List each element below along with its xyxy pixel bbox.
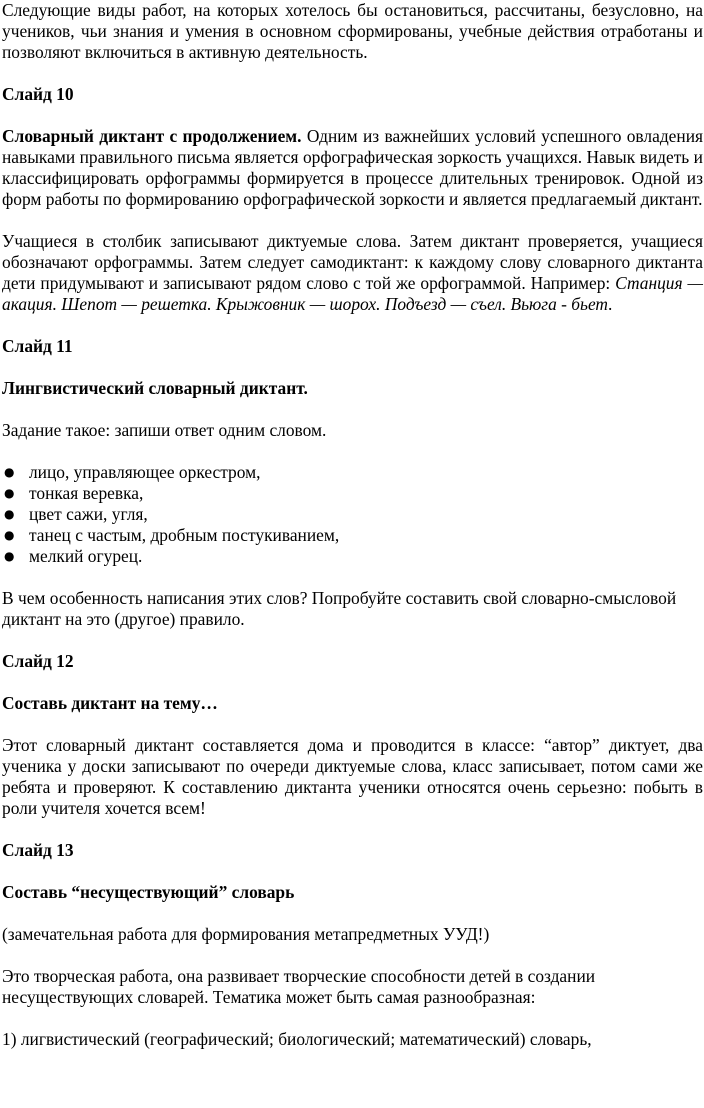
list-item bbox=[2, 525, 703, 546]
spacer bbox=[2, 441, 703, 462]
slide-10-paragraph-1 bbox=[2, 126, 703, 210]
slide-12-paragraph: Этот словарный диктант составляется дома и проводится в классе: “автор” диктует, два ученика у доски записывают по очереди диктуемые слова, класс записывает, потом сами же ребята и проверяют. К составлению диктанта ученики относятся очень серьезно: побыть в роли учителя хочется всем! bbox=[2, 735, 703, 818]
intro-paragraph: Следующие виды работ, на которых хотелось бы остановиться, рассчитаны, безусловно, на учеников, чьи знания и умения в основном сформированы, учебные действия отработаны и позволяют включиться в активную деятельность. bbox=[2, 0, 703, 62]
spacer bbox=[2, 210, 703, 231]
slide-10-paragraph-1-text: Одним из важнейших условий успешного овладения навыками правильного письма является орфографическая зоркость учащихся. Навык видеть и классифицировать орфограммы формируется в процессе длительных тренировок. Одной из форм работы по формированию орфографической зоркости и является предлагаемый диктант. bbox=[2, 126, 703, 209]
slide-12-heading: Слайд 12 bbox=[2, 651, 74, 671]
slide-10-title: Словарный диктант с продолжением. bbox=[2, 126, 302, 146]
spacer bbox=[2, 903, 703, 924]
list-item-text: цвет сажи, угля, bbox=[29, 504, 148, 524]
spacer bbox=[2, 714, 703, 735]
bullet-icon: ● bbox=[4, 507, 15, 521]
slide-11-question: В чем особенность написания этих слов? Попробуйте составить свой словарно-смысловой диктант на это (другое) правило. bbox=[2, 588, 677, 629]
bullet-icon: ● bbox=[4, 486, 15, 500]
slide-10-paragraph-2-text: Учащиеся в столбик записывают диктуемые слова. Затем диктант проверяется, учащиеся обозначают орфограммы. Затем следует самодиктант: к каждому слову словарного диктанта дети придумывают и записывают рядом слово с той же орфограммой. Например: bbox=[2, 231, 703, 293]
bullet-icon: ● bbox=[4, 528, 15, 542]
spacer bbox=[2, 399, 703, 420]
spacer bbox=[2, 630, 703, 651]
bullet-icon: ● bbox=[4, 465, 15, 479]
slide-11-title: Лингвистический словарный диктант. bbox=[2, 378, 308, 398]
slide-13-title: Составь “несуществующий” словарь bbox=[2, 882, 295, 902]
slide-13-heading: Слайд 13 bbox=[2, 840, 74, 860]
spacer bbox=[2, 819, 703, 840]
spacer bbox=[2, 861, 703, 882]
slide-10-heading: Слайд 10 bbox=[2, 84, 74, 104]
list-item-text: лицо, управляющее оркестром, bbox=[29, 462, 261, 482]
spacer bbox=[2, 105, 703, 126]
slide-13-list-start: 1) лигвистический (географический; биологический; математический) словарь, bbox=[2, 1029, 592, 1049]
slide-12-title: Составь диктант на тему… bbox=[2, 693, 218, 713]
slide-10-examples: Станция — акация. Шепот — решетка. Крыжовник — шорох. Подъезд — съел. Вьюга - бьет bbox=[2, 273, 703, 314]
slide-13-paragraph: Это творческая работа, она развивает творческие способности детей в создании несуществующих словарей. Тематика может быть самая разнообразная: bbox=[2, 966, 596, 1007]
spacer bbox=[2, 1008, 703, 1029]
list-item-text: тонкая веревка, bbox=[29, 483, 144, 503]
slide-11-task: Задание такое: запиши ответ одним словом. bbox=[2, 420, 327, 440]
spacer bbox=[2, 672, 703, 693]
slide-11-bullet-list bbox=[2, 462, 703, 567]
slide-10-paragraph-2 bbox=[2, 231, 703, 315]
spacer bbox=[2, 945, 703, 966]
list-item bbox=[2, 546, 703, 567]
spacer bbox=[2, 357, 703, 378]
slide-10-paragraph-2-end: . bbox=[608, 294, 613, 314]
list-item bbox=[2, 462, 703, 483]
list-item-text: мелкий огурец. bbox=[29, 546, 143, 566]
spacer bbox=[2, 63, 703, 84]
slide-11-heading: Слайд 11 bbox=[2, 336, 73, 356]
list-item bbox=[2, 504, 703, 525]
list-item bbox=[2, 483, 703, 504]
slide-13-note: (замечательная работа для формирования метапредметных УУД!) bbox=[2, 924, 490, 944]
spacer bbox=[2, 567, 703, 588]
spacer bbox=[2, 315, 703, 336]
bullet-icon: ● bbox=[4, 549, 15, 563]
list-item-text: танец с частым, дробным постукиванием, bbox=[29, 525, 340, 545]
